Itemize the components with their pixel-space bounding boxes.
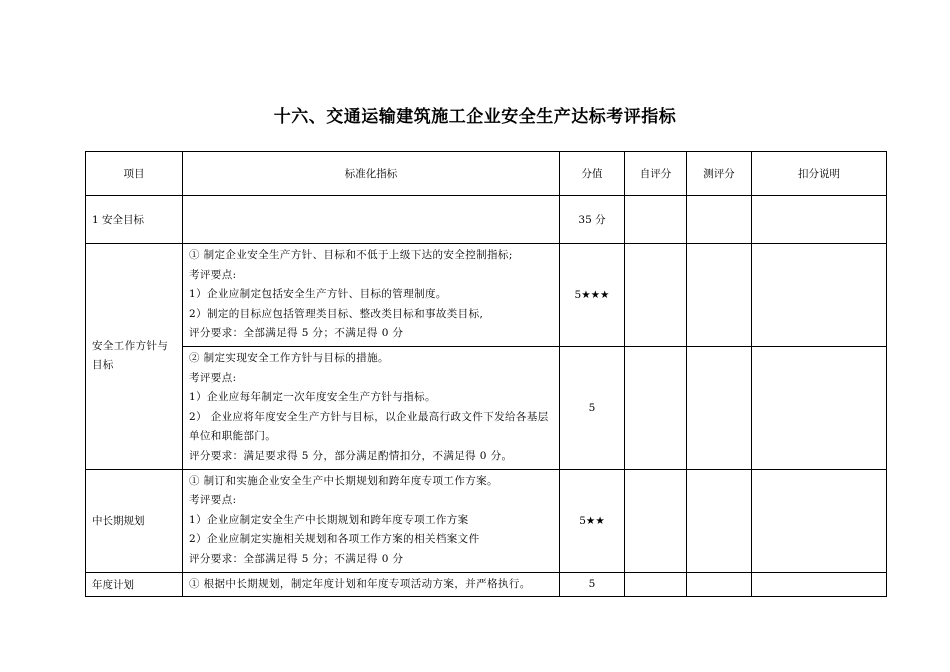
deduction-note-cell bbox=[752, 572, 887, 597]
table-row bbox=[86, 469, 887, 572]
table-row bbox=[86, 572, 887, 597]
header-score: 分值 bbox=[560, 152, 625, 196]
item-label-line: 安全工作方针与 bbox=[92, 339, 169, 352]
deduction-note-cell bbox=[752, 469, 887, 572]
indicator-line: ② 制定实现安全工作方针与目标的措施。 bbox=[189, 351, 389, 364]
table-row bbox=[86, 196, 887, 244]
table-row bbox=[86, 346, 887, 469]
header-indicator: 标准化指标 bbox=[183, 152, 560, 196]
score-cell: 35 分 bbox=[560, 196, 625, 244]
deduction-note-cell bbox=[752, 346, 887, 469]
indicator-line: 考评要点: bbox=[189, 494, 237, 507]
header-self-score: 自评分 bbox=[625, 152, 687, 196]
test-score-cell bbox=[687, 346, 752, 469]
deduction-note-cell bbox=[752, 244, 887, 347]
indicator-line: ① 根据中长期规划，制定年度计划和年度专项活动方案，并严格执行。 bbox=[189, 577, 531, 590]
indicator-cell bbox=[183, 346, 560, 469]
score-cell: 5★★★ bbox=[560, 244, 625, 347]
test-score-cell bbox=[687, 196, 752, 244]
self-score-cell bbox=[625, 572, 687, 597]
self-score-cell bbox=[625, 346, 687, 469]
indicator-cell bbox=[183, 196, 560, 244]
indicator-line: 考评要点: bbox=[189, 268, 237, 281]
test-score-cell bbox=[687, 244, 752, 347]
item-cell: 年度计划 bbox=[86, 572, 183, 597]
item-cell: 中长期规划 bbox=[86, 469, 183, 572]
indicator-line: 2） 企业应将年度安全生产方针与目标，以企业最高行政文件下发给各基层单位和职能部门。 bbox=[189, 410, 549, 443]
indicator-cell bbox=[183, 572, 560, 597]
table-row bbox=[86, 244, 887, 347]
self-score-cell bbox=[625, 469, 687, 572]
page-title: 十六、交通运输建筑施工企业安全生产达标考评指标 bbox=[273, 107, 677, 127]
score-cell: 5★★ bbox=[560, 469, 625, 572]
item-cell bbox=[86, 244, 183, 470]
deduction-note-cell bbox=[752, 196, 887, 244]
indicator-line: 考评要点: bbox=[189, 371, 237, 384]
assessment-table bbox=[85, 151, 887, 597]
score-cell: 5 bbox=[560, 346, 625, 469]
self-score-cell bbox=[625, 196, 687, 244]
test-score-cell bbox=[687, 469, 752, 572]
indicator-cell bbox=[183, 244, 560, 347]
item-label-line: 目标 bbox=[92, 359, 114, 372]
header-item: 项目 bbox=[86, 152, 183, 196]
item-cell: 1 安全目标 bbox=[86, 196, 183, 244]
indicator-line: 1）企业应每年制定一次年度安全生产方针与指标。 bbox=[189, 391, 436, 404]
test-score-cell bbox=[687, 572, 752, 597]
indicator-line: 1）企业应制定安全生产中长期规划和跨年度专项工作方案 bbox=[189, 513, 469, 526]
self-score-cell bbox=[625, 244, 687, 347]
indicator-line: ① 制定企业安全生产方针、目标和不低于上级下达的安全控制指标; bbox=[189, 249, 513, 261]
indicator-line: 1）企业应制定包括安全生产方针、目标的管理制度。 bbox=[189, 288, 447, 301]
indicator-line: 评分要求：全部满足得 5 分；不满足得 0 分 bbox=[189, 552, 404, 565]
header-deduction-note: 扣分说明 bbox=[752, 152, 887, 196]
table-header-row bbox=[86, 152, 887, 196]
indicator-line: 2）企业应制定实施相关规划和各项工作方案的相关档案文件 bbox=[189, 533, 480, 546]
indicator-line: ① 制订和实施企业安全生产中长期规划和跨年度专项工作方案。 bbox=[189, 474, 498, 487]
indicator-line: 评分要求：全部满足得 5 分；不满足得 0 分 bbox=[189, 327, 404, 340]
indicator-line: 评分要求：满足要求得 5 分，部分满足酌情扣分，不满足得 0 分。 bbox=[189, 449, 513, 462]
header-test-score: 测评分 bbox=[687, 152, 752, 196]
indicator-cell bbox=[183, 469, 560, 572]
indicator-line: 2）制定的目标应包括管理类目标、整改类目标和事故类目标, bbox=[189, 307, 484, 320]
score-cell: 5 bbox=[560, 572, 625, 597]
